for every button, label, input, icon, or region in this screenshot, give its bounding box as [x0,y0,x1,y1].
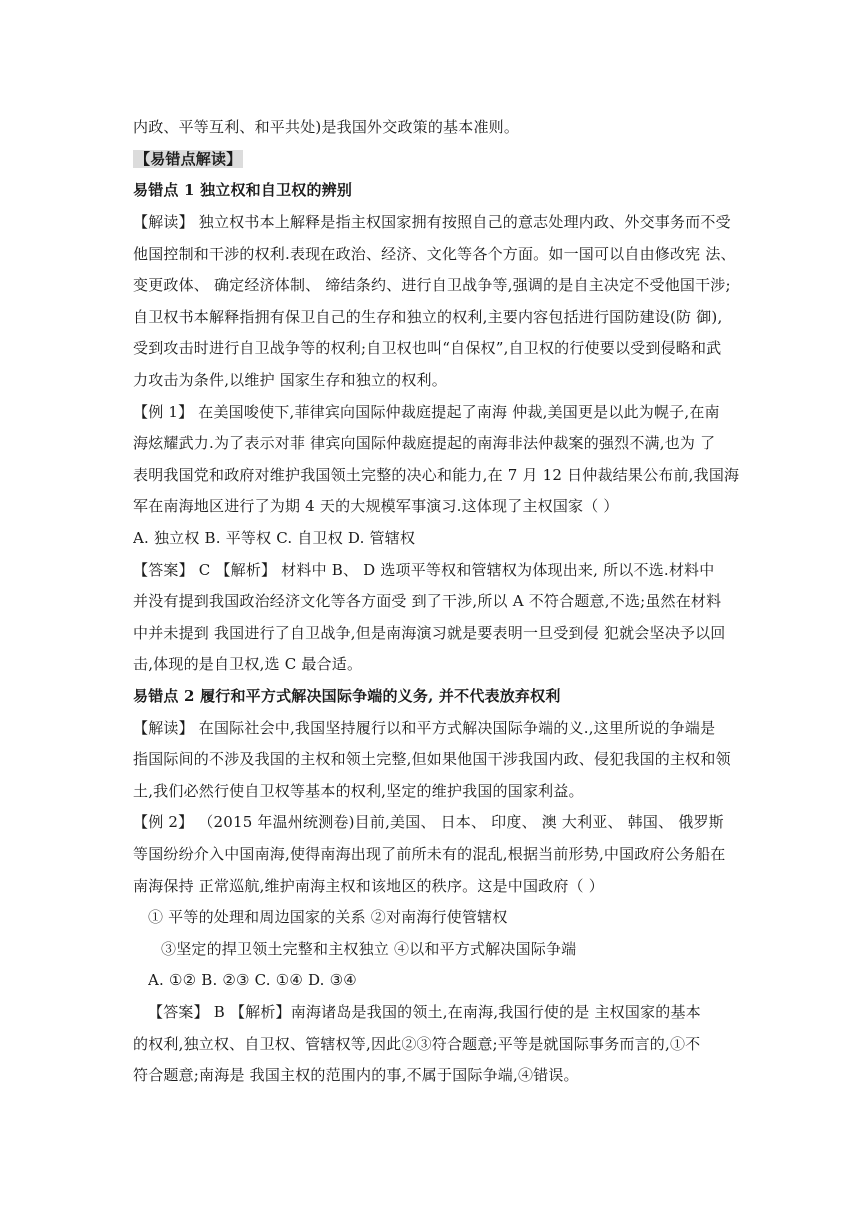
error-point-2-title: 易错点 2 履行和平方式解决国际争端的义务, 并不代表放弃权利 [133,687,561,705]
text-line: 南海保持 正常巡航,维护南海主权和该地区的秩序。这是中国政府（ ） [133,877,604,895]
text-line: 【答案】 C 【解析】 材料中 B、 D 选项平等权和管辖权为体现出来, 所以不选.材料中 [133,561,715,579]
text-line: 变更政体、 确定经济体制、 缔结条约、进行自卫战争等,强调的是自主决定不受他国干涉; [133,276,731,294]
text-line: 受到攻击时进行自卫战争等的权利;自卫权也叫“自保权”,自卫权的行使要以受到侵略和武 [133,339,722,357]
text-line: 符合题意;南海是 我国主权的范围内的事,不属于国际争端,④错误。 [133,1066,579,1084]
text-line: 【例 2】 （2015 年温州统测卷)目前,美国、 日本、 印度、 澳 大利亚、 韩国、 俄罗斯 [133,813,724,831]
text-line: 内政、平等互利、和平共处)是我国外交政策的基本准则。 [133,118,520,136]
statement-line: ① 平等的处理和周边国家的关系 ②对南海行使管辖权 [148,908,508,926]
text-line: 他国控制和干涉的权利.表现在政治、经济、文化等各个方面。如一国可以自由修改宪 法、 [133,245,736,263]
text-line: 力攻击为条件,以维护 国家生存和独立的权利。 [133,371,447,389]
error-point-1-title: 易错点 1 独立权和自卫权的辨别 [133,181,353,199]
section-heading [133,149,745,169]
text-line: 的权利,独立权、自卫权、管辖权等,因此②③符合题意;平等是就国际事务而言的,①不 [133,1035,701,1053]
text-line: 指国际间的不涉及我国的主权和领土完整,但如果他国干涉我国内政、侵犯我国的主权和领 [133,750,731,768]
text-line: 自卫权书本解释指拥有保卫自己的生存和独立的权利,主要内容包括进行国防建设(防 御), [133,308,723,326]
text-line: 【解读】 在国际社会中,我国坚持履行以和平方式解决国际争端的义.,这里所说的争端是 [133,719,716,737]
section-heading-label: 【易错点解读】 [135,150,242,168]
text-line: 中并未提到 我国进行了自卫战争,但是南海演习就是要表明一旦受到侵 犯就会坚决予以回 [133,624,726,642]
statement-line: ③坚定的捍卫领土完整和主权独立 ④以和平方式解决国际争端 [161,940,577,958]
text-line: 【解读】 独立权书本上解释是指主权国家拥有按照自己的意志处理内政、外交事务而不受 [133,213,731,231]
answer-options: A. 独立权 B. 平等权 C. 自卫权 D. 管辖权 [133,529,416,547]
text-line: 等国纷纷介入中国南海,使得南海出现了前所未有的混乱,根据当前形势,中国政府公务船在 [133,845,726,863]
text-line: 土,我们必然行使自卫权等基本的权利,坚定的维护我国的国家利益。 [133,782,584,800]
text-line: 表明我国党和政府对维护我国领土完整的决心和能力,在 7 月 12 日仲裁结果公布前,我国海 [133,466,740,484]
text-line: 【答案】 B 【解析】南海诸岛是我国的领土,在南海,我国行使的是 主权国家的基本 [148,1003,701,1021]
answer-options: A. ①② B. ②③ C. ①④ D. ③④ [148,971,357,989]
text-line: 并没有提到我国政治经济文化等各方面受 到了干涉,所以 A 不符合题意,不选;虽然在材料 [133,592,722,610]
text-line: 【例 1】 在美国唆使下,菲律宾向国际仲裁庭提起了南海 仲裁,美国更是以此为幌子,在南 [133,403,720,421]
text-line: 军在南海地区进行了为期 4 天的大规模军事演习.这体现了主权国家（ ） [133,497,619,515]
text-line: 击,体现的是自卫权,选 C 最合适。 [133,655,363,673]
text-line: 海炫耀武力.为了表示对菲 律宾向国际仲裁庭提起的南海非法仲裁案的强烈不满,也为 了 [133,434,716,452]
